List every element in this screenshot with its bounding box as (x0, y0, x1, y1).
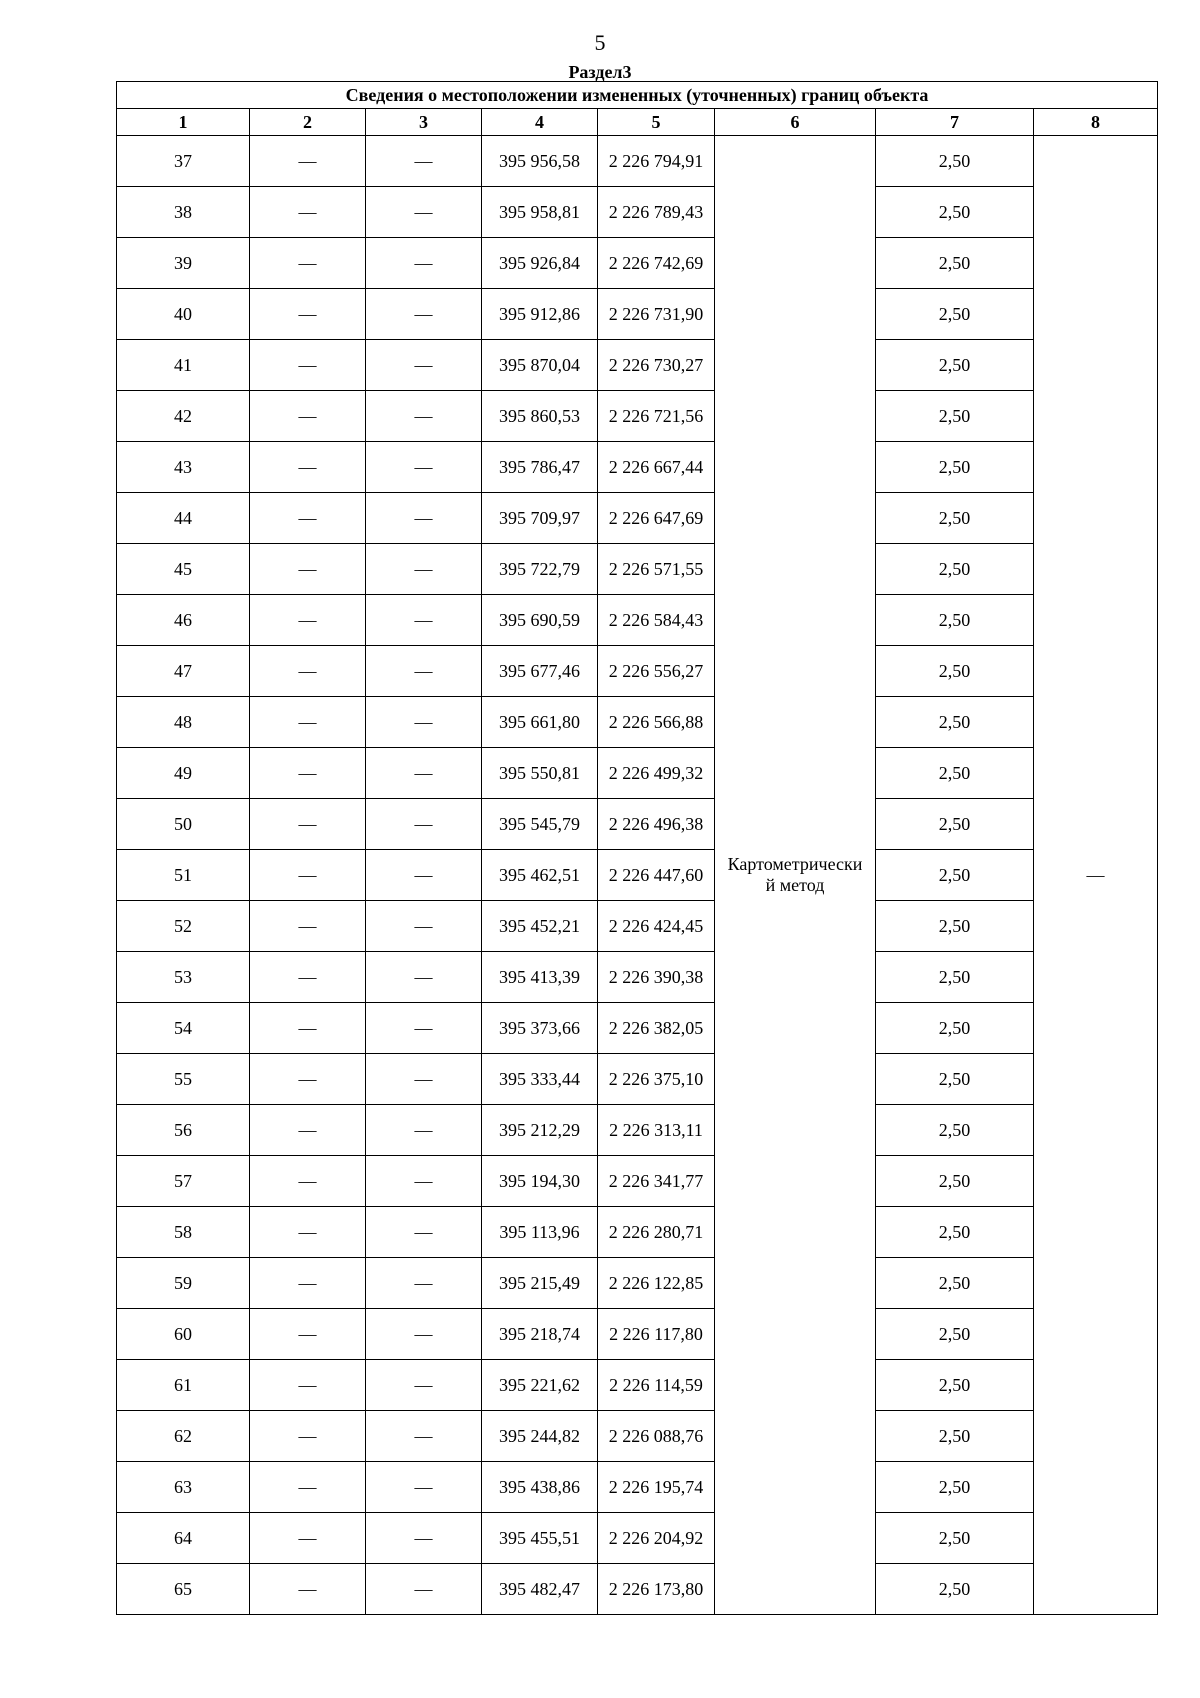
x-coordinate-cell: 395 482,47 (482, 1564, 598, 1615)
col2-cell: — (250, 1003, 366, 1054)
point-number-cell: 41 (117, 340, 250, 391)
accuracy-cell: 2,50 (876, 136, 1034, 187)
table-row (117, 1513, 1158, 1564)
accuracy-cell: 2,50 (876, 1513, 1034, 1564)
col3-cell: — (366, 1564, 482, 1615)
point-number-cell: 56 (117, 1105, 250, 1156)
col3-cell: — (366, 1411, 482, 1462)
col2-cell: — (250, 1309, 366, 1360)
col2-cell: — (250, 901, 366, 952)
table-row (117, 1309, 1158, 1360)
y-coordinate-cell: 2 226 566,88 (598, 697, 715, 748)
y-coordinate-cell: 2 226 731,90 (598, 289, 715, 340)
table-row (117, 1156, 1158, 1207)
col3-cell: — (366, 1207, 482, 1258)
col2-cell: — (250, 697, 366, 748)
col3-cell: — (366, 952, 482, 1003)
y-coordinate-cell: 2 226 499,32 (598, 748, 715, 799)
y-coordinate-cell: 2 226 571,55 (598, 544, 715, 595)
point-number-cell: 50 (117, 799, 250, 850)
x-coordinate-cell: 395 722,79 (482, 544, 598, 595)
point-number-cell: 43 (117, 442, 250, 493)
table-row (117, 187, 1158, 238)
accuracy-cell: 2,50 (876, 340, 1034, 391)
col3-cell: — (366, 187, 482, 238)
col2-cell: — (250, 646, 366, 697)
table-row (117, 901, 1158, 952)
accuracy-cell: 2,50 (876, 1411, 1034, 1462)
table-row (117, 391, 1158, 442)
table-row (117, 238, 1158, 289)
x-coordinate-cell: 395 912,86 (482, 289, 598, 340)
column-number-2: 2 (250, 109, 366, 136)
table-row (117, 340, 1158, 391)
point-number-cell: 60 (117, 1309, 250, 1360)
point-number-cell: 57 (117, 1156, 250, 1207)
x-coordinate-cell: 395 244,82 (482, 1411, 598, 1462)
col2-cell: — (250, 850, 366, 901)
col3-cell: — (366, 442, 482, 493)
accuracy-cell: 2,50 (876, 442, 1034, 493)
x-coordinate-cell: 395 373,66 (482, 1003, 598, 1054)
point-number-cell: 62 (117, 1411, 250, 1462)
table-row (117, 595, 1158, 646)
point-number-cell: 64 (117, 1513, 250, 1564)
col8-cell: — (1034, 136, 1158, 1615)
col3-cell: — (366, 850, 482, 901)
point-number-cell: 46 (117, 595, 250, 646)
point-number-cell: 63 (117, 1462, 250, 1513)
point-number-cell: 51 (117, 850, 250, 901)
col2-cell: — (250, 442, 366, 493)
accuracy-cell: 2,50 (876, 1258, 1034, 1309)
point-number-cell: 53 (117, 952, 250, 1003)
accuracy-cell: 2,50 (876, 646, 1034, 697)
col3-cell: — (366, 1054, 482, 1105)
col2-cell: — (250, 340, 366, 391)
table-row (117, 493, 1158, 544)
y-coordinate-cell: 2 226 742,69 (598, 238, 715, 289)
x-coordinate-cell: 395 438,86 (482, 1462, 598, 1513)
section-title: Раздел3 (568, 62, 632, 82)
table-row (117, 442, 1158, 493)
x-coordinate-cell: 395 113,96 (482, 1207, 598, 1258)
x-coordinate-cell: 395 956,58 (482, 136, 598, 187)
col3-cell: — (366, 1258, 482, 1309)
col2-cell: — (250, 1258, 366, 1309)
x-coordinate-cell: 395 870,04 (482, 340, 598, 391)
x-coordinate-cell: 395 215,49 (482, 1258, 598, 1309)
y-coordinate-cell: 2 226 447,60 (598, 850, 715, 901)
col3-cell: — (366, 1156, 482, 1207)
y-coordinate-cell: 2 226 496,38 (598, 799, 715, 850)
point-number-cell: 39 (117, 238, 250, 289)
table-row (117, 1360, 1158, 1411)
accuracy-cell: 2,50 (876, 1462, 1034, 1513)
accuracy-cell: 2,50 (876, 544, 1034, 595)
y-coordinate-cell: 2 226 390,38 (598, 952, 715, 1003)
col3-cell: — (366, 1360, 482, 1411)
col3-cell: — (366, 646, 482, 697)
x-coordinate-cell: 395 212,29 (482, 1105, 598, 1156)
col3-cell: — (366, 901, 482, 952)
col2-cell: — (250, 1360, 366, 1411)
accuracy-cell: 2,50 (876, 901, 1034, 952)
accuracy-cell: 2,50 (876, 1309, 1034, 1360)
point-number-cell: 44 (117, 493, 250, 544)
col3-cell: — (366, 340, 482, 391)
point-number-cell: 40 (117, 289, 250, 340)
col3-cell: — (366, 544, 482, 595)
method-text-line2: й метод (765, 875, 825, 895)
x-coordinate-cell: 395 860,53 (482, 391, 598, 442)
table-row (117, 544, 1158, 595)
col2-cell: — (250, 136, 366, 187)
col3-cell: — (366, 799, 482, 850)
column-number-5: 5 (598, 109, 715, 136)
accuracy-cell: 2,50 (876, 1360, 1034, 1411)
col2-cell: — (250, 187, 366, 238)
col3-cell: — (366, 289, 482, 340)
point-number-cell: 47 (117, 646, 250, 697)
x-coordinate-cell: 395 455,51 (482, 1513, 598, 1564)
col3-cell: — (366, 136, 482, 187)
x-coordinate-cell: 395 462,51 (482, 850, 598, 901)
table-row (117, 850, 1158, 901)
col2-cell: — (250, 799, 366, 850)
col3-cell: — (366, 748, 482, 799)
col2-cell: — (250, 1105, 366, 1156)
table-row (117, 1462, 1158, 1513)
accuracy-cell: 2,50 (876, 289, 1034, 340)
coordinates-table (116, 81, 1158, 1615)
column-number-row (117, 109, 1158, 136)
table-row (117, 1564, 1158, 1615)
table-row (117, 1411, 1158, 1462)
col3-cell: — (366, 1105, 482, 1156)
y-coordinate-cell: 2 226 117,80 (598, 1309, 715, 1360)
point-number-cell: 38 (117, 187, 250, 238)
y-coordinate-cell: 2 226 730,27 (598, 340, 715, 391)
col2-cell: — (250, 238, 366, 289)
x-coordinate-cell: 395 333,44 (482, 1054, 598, 1105)
accuracy-cell: 2,50 (876, 493, 1034, 544)
table-row (117, 952, 1158, 1003)
point-number-cell: 48 (117, 697, 250, 748)
y-coordinate-cell: 2 226 382,05 (598, 1003, 715, 1054)
accuracy-cell: 2,50 (876, 1207, 1034, 1258)
col2-cell: — (250, 289, 366, 340)
y-coordinate-cell: 2 226 667,44 (598, 442, 715, 493)
table-row (117, 1105, 1158, 1156)
point-number-cell: 55 (117, 1054, 250, 1105)
table-row (117, 1003, 1158, 1054)
point-number-cell: 59 (117, 1258, 250, 1309)
x-coordinate-cell: 395 413,39 (482, 952, 598, 1003)
col3-cell: — (366, 1513, 482, 1564)
col3-cell: — (366, 391, 482, 442)
page-number: 5 (594, 30, 606, 55)
x-coordinate-cell: 395 661,80 (482, 697, 598, 748)
table-row (117, 289, 1158, 340)
y-coordinate-cell: 2 226 721,56 (598, 391, 715, 442)
y-coordinate-cell: 2 226 647,69 (598, 493, 715, 544)
table-row (117, 646, 1158, 697)
table-row (117, 1054, 1158, 1105)
accuracy-cell: 2,50 (876, 697, 1034, 748)
x-coordinate-cell: 395 690,59 (482, 595, 598, 646)
accuracy-cell: 2,50 (876, 187, 1034, 238)
column-number-8: 8 (1034, 109, 1158, 136)
point-number-cell: 49 (117, 748, 250, 799)
point-number-cell: 37 (117, 136, 250, 187)
accuracy-cell: 2,50 (876, 1003, 1034, 1054)
accuracy-cell: 2,50 (876, 1564, 1034, 1615)
x-coordinate-cell: 395 677,46 (482, 646, 598, 697)
y-coordinate-cell: 2 226 313,11 (598, 1105, 715, 1156)
accuracy-cell: 2,50 (876, 595, 1034, 646)
table-body (117, 136, 1158, 1615)
y-coordinate-cell: 2 226 584,43 (598, 595, 715, 646)
col2-cell: — (250, 1564, 366, 1615)
column-number-4: 4 (482, 109, 598, 136)
table-row (117, 799, 1158, 850)
y-coordinate-cell: 2 226 375,10 (598, 1054, 715, 1105)
accuracy-cell: 2,50 (876, 1054, 1034, 1105)
col3-cell: — (366, 493, 482, 544)
accuracy-cell: 2,50 (876, 391, 1034, 442)
y-coordinate-cell: 2 226 173,80 (598, 1564, 715, 1615)
col2-cell: — (250, 1411, 366, 1462)
point-number-cell: 61 (117, 1360, 250, 1411)
x-coordinate-cell: 395 958,81 (482, 187, 598, 238)
y-coordinate-cell: 2 226 280,71 (598, 1207, 715, 1258)
method-text-line1: Картометрически (727, 854, 863, 874)
point-number-cell: 45 (117, 544, 250, 595)
y-coordinate-cell: 2 226 195,74 (598, 1462, 715, 1513)
col3-cell: — (366, 1462, 482, 1513)
col2-cell: — (250, 391, 366, 442)
column-number-6: 6 (715, 109, 876, 136)
method-cell (715, 136, 876, 1615)
y-coordinate-cell: 2 226 556,27 (598, 646, 715, 697)
column-number-1: 1 (117, 109, 250, 136)
col2-cell: — (250, 1462, 366, 1513)
point-number-cell: 58 (117, 1207, 250, 1258)
y-coordinate-cell: 2 226 204,92 (598, 1513, 715, 1564)
table-caption: Сведения о местоположении измененных (уточненных) границ объекта (117, 82, 1158, 109)
x-coordinate-cell: 395 545,79 (482, 799, 598, 850)
x-coordinate-cell: 395 786,47 (482, 442, 598, 493)
col2-cell: — (250, 595, 366, 646)
col3-cell: — (366, 1309, 482, 1360)
col2-cell: — (250, 1156, 366, 1207)
y-coordinate-cell: 2 226 114,59 (598, 1360, 715, 1411)
col2-cell: — (250, 952, 366, 1003)
accuracy-cell: 2,50 (876, 238, 1034, 289)
table-row (117, 136, 1158, 187)
col3-cell: — (366, 595, 482, 646)
x-coordinate-cell: 395 218,74 (482, 1309, 598, 1360)
col2-cell: — (250, 544, 366, 595)
point-number-cell: 65 (117, 1564, 250, 1615)
y-coordinate-cell: 2 226 789,43 (598, 187, 715, 238)
x-coordinate-cell: 395 550,81 (482, 748, 598, 799)
point-number-cell: 54 (117, 1003, 250, 1054)
col2-cell: — (250, 1513, 366, 1564)
table-row (117, 697, 1158, 748)
table-row (117, 1258, 1158, 1309)
col2-cell: — (250, 748, 366, 799)
x-coordinate-cell: 395 221,62 (482, 1360, 598, 1411)
point-number-cell: 52 (117, 901, 250, 952)
col3-cell: — (366, 697, 482, 748)
accuracy-cell: 2,50 (876, 850, 1034, 901)
y-coordinate-cell: 2 226 424,45 (598, 901, 715, 952)
col2-cell: — (250, 1054, 366, 1105)
point-number-cell: 42 (117, 391, 250, 442)
y-coordinate-cell: 2 226 122,85 (598, 1258, 715, 1309)
table-row (117, 1207, 1158, 1258)
table-row (117, 748, 1158, 799)
accuracy-cell: 2,50 (876, 748, 1034, 799)
y-coordinate-cell: 2 226 794,91 (598, 136, 715, 187)
column-number-3: 3 (366, 109, 482, 136)
accuracy-cell: 2,50 (876, 799, 1034, 850)
col3-cell: — (366, 238, 482, 289)
x-coordinate-cell: 395 194,30 (482, 1156, 598, 1207)
col2-cell: — (250, 1207, 366, 1258)
y-coordinate-cell: 2 226 088,76 (598, 1411, 715, 1462)
x-coordinate-cell: 395 926,84 (482, 238, 598, 289)
accuracy-cell: 2,50 (876, 1156, 1034, 1207)
col3-cell: — (366, 1003, 482, 1054)
column-number-7: 7 (876, 109, 1034, 136)
x-coordinate-cell: 395 709,97 (482, 493, 598, 544)
col2-cell: — (250, 493, 366, 544)
x-coordinate-cell: 395 452,21 (482, 901, 598, 952)
y-coordinate-cell: 2 226 341,77 (598, 1156, 715, 1207)
accuracy-cell: 2,50 (876, 952, 1034, 1003)
accuracy-cell: 2,50 (876, 1105, 1034, 1156)
